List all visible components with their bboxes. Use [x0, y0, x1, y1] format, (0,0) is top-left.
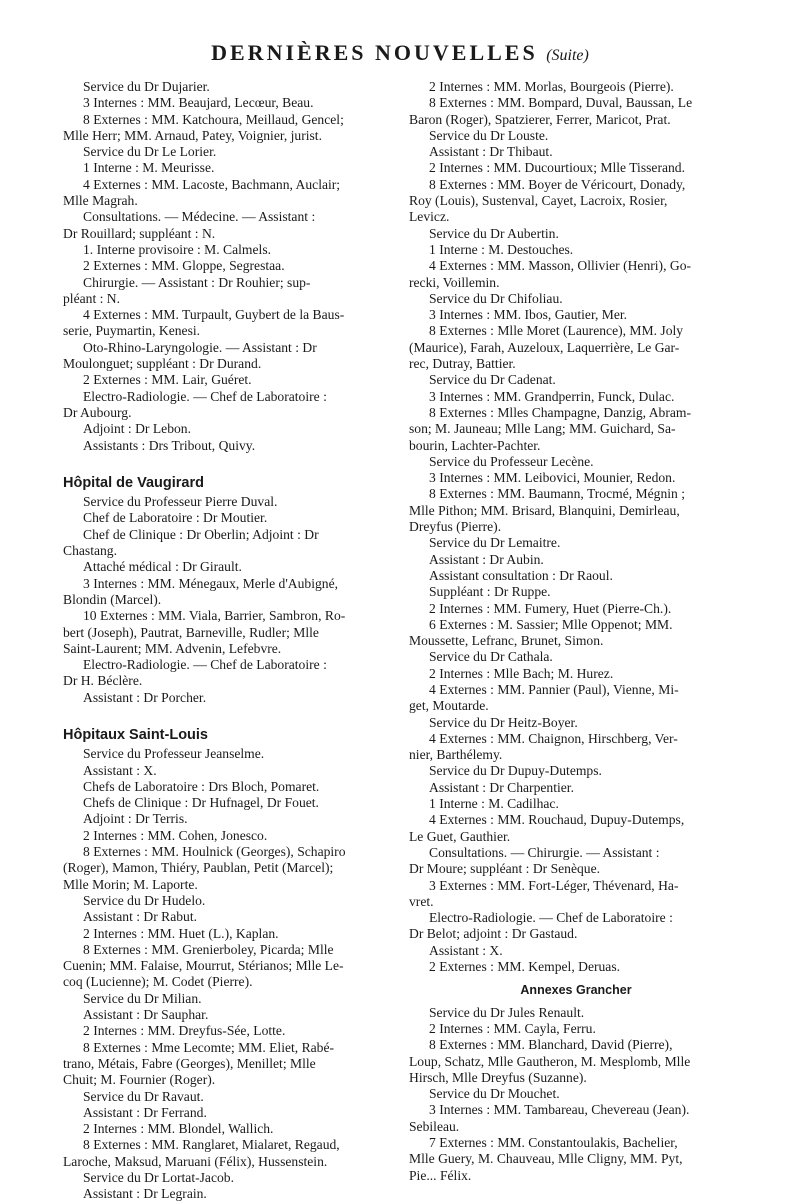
text-line: Service du Dr Lemaitre. [429, 535, 561, 551]
text-line: 8 Externes : MM. Baumann, Trocmé, Mégnin ; [429, 486, 685, 502]
text-line: Service du Dr Dujarier. [83, 79, 210, 94]
text-line: Moulonguet; suppléant : Dr Durand. [63, 356, 262, 372]
text-line: Dr Aubourg. [63, 404, 132, 420]
text-line: Service du Dr Cathala. [429, 649, 553, 665]
text-line: Consultations. — Chirurgie. — Assistant : [429, 844, 660, 860]
text-line: Chefs de Laboratoire : Drs Bloch, Pomaret. [83, 778, 320, 794]
text-line: 3 Internes : MM. Ménegaux, Merle d'Aubigné, [83, 575, 339, 591]
text-line: Service du Dr Louste. [429, 127, 549, 143]
text-line: Consultations. — Médecine. — Assistant : [83, 209, 316, 225]
text-line: 8 Externes : MM. Blanchard, David (Pierre), [429, 1037, 673, 1053]
text-line: Levicz. [409, 209, 450, 225]
text-line: Chef de Laboratoire : Dr Moutier. [83, 510, 268, 526]
text-line: Mlle Pithon; MM. Brisard, Blanquini, Demirleau, [409, 502, 680, 518]
text-line: Service du Dr Dupuy-Dutemps. [429, 763, 602, 779]
text-line: serie, Puymartin, Kenesi. [63, 323, 201, 339]
text-line: 4 Externes : MM. Pannier (Paul), Vienne, Mi- [429, 681, 679, 697]
text-line: Adjoint : Dr Terris. [83, 811, 188, 827]
text-line: Dr H. Béclère. [63, 673, 143, 689]
page-title: DERNIÈRES NOUVELLES [211, 40, 538, 65]
text-line: Assistant : Dr Rabut. [83, 909, 198, 925]
text-line: Mlle Morin; M. Laporte. [63, 876, 198, 892]
text-line: Assistant consultation : Dr Raoul. [429, 567, 613, 583]
text-line: vret. [409, 893, 434, 909]
text-line: Dr Belot; adjoint : Dr Gastaud. [409, 926, 578, 942]
text-line: Service du Dr Cadenat. [429, 372, 556, 388]
text-line: 4 Externes : MM. Masson, Ollivier (Henri), Go- [429, 258, 692, 274]
text-line: Assistant : X. [83, 762, 157, 778]
text-line: Electro-Radiologie. — Chef de Laboratoire : [83, 657, 327, 673]
text-line: Oto-Rhino-Laryngologie. — Assistant : Dr [83, 339, 317, 355]
text-line: Assistant : Dr Aubin. [429, 551, 544, 567]
text-line: son; M. Jauneau; Mlle Lang; MM. Guichard, Sa- [409, 421, 676, 437]
text-line: 2 Internes : MM. Morlas, Bourgeois (Pierre). [429, 79, 674, 94]
section-heading: Annexes Grancher [520, 983, 632, 998]
text-line: recki, Voillemin. [409, 274, 500, 290]
text-line: Mlle Guery, M. Chauveau, Mlle Cligny, MM. Pyt, [409, 1151, 683, 1167]
text-line: Adjoint : Dr Lebon. [83, 421, 191, 437]
text-line: 7 Externes : MM. Constantoulakis, Bachelier, [429, 1135, 678, 1150]
text-line: 1. Interne provisoire : M. Calmels. [83, 241, 272, 257]
text-line: Assistants : Drs Tribout, Quivy. [83, 437, 256, 453]
text-line: Service du Dr Heitz-Boyer. [429, 714, 578, 730]
text-line: Suppléant : Dr Ruppe. [429, 584, 551, 600]
text-line: 4 Externes : MM. Turpault, Guybert de la Baus- [83, 307, 345, 323]
text-line: Service du Dr Chifoliau. [429, 290, 563, 306]
text-line: 8 Externes : Mme Lecomte; MM. Eliet, Rabé- [83, 1039, 335, 1055]
text-line: coq (Lucienne); M. Codet (Pierre). [63, 974, 253, 990]
text-line: bert (Joseph), Pautrat, Barneville, Rudler; Mlle [63, 624, 319, 640]
text-line: 4 Externes : MM. Rouchaud, Dupuy-Dutemps, [429, 812, 685, 828]
text-line: trano, Métais, Fabre (Georges), Menillet; Mlle [63, 1055, 316, 1071]
text-line: Assistant : Dr Porcher. [83, 689, 207, 705]
text-line: Dr Rouillard; suppléant : N. [63, 225, 216, 241]
text-line: Assistant : Dr Thibaut. [429, 144, 553, 160]
text-line: 8 Externes : MM. Boyer de Véricourt, Donady, [429, 176, 686, 192]
text-line: Saint-Laurent; MM. Advenin, Lefebvre. [63, 640, 282, 656]
text-line: 2 Externes : MM. Gloppe, Segrestaa. [83, 258, 285, 274]
text-line: Roy (Louis), Sustenval, Cayet, Lacroix, Rosier, [409, 193, 668, 209]
text-line: Baron (Roger), Spatzierer, Ferrer, Maricot, Prat. [409, 111, 671, 127]
text-line: Dreyfus (Pierre). [409, 519, 502, 535]
text-line: 2 Internes : Mlle Bach; M. Hurez. [429, 665, 614, 681]
text-line: Service du Dr Le Lorier. [83, 144, 217, 160]
text-line: Mlle Herr; MM. Arnaud, Patey, Voignier, jurist. [63, 127, 322, 143]
text-line: Blondin (Marcel). [63, 591, 162, 607]
text-line: nier, Barthélemy. [409, 747, 503, 763]
text-line: Service du Dr Mouchet. [429, 1086, 560, 1102]
text-line: 1 Interne : M. Destouches. [429, 241, 574, 257]
text-line: 3 Internes : MM. Tambareau, Chevereau (Jean). [429, 1102, 690, 1118]
section-heading: Hôpital de Vaugirard [63, 474, 204, 491]
text-line: Service du Dr Ravaut. [83, 1088, 204, 1104]
text-line: Service du Dr Aubertin. [429, 225, 559, 241]
text-line: 10 Externes : MM. Viala, Barrier, Sambron, Ro- [83, 608, 346, 624]
text-line: Service du Professeur Lecène. [429, 453, 594, 469]
text-line: 8 Externes : MM. Bompard, Duval, Baussan, Le [429, 95, 693, 111]
right-column [409, 79, 743, 1184]
text-line: Le Guet, Gauthier. [409, 828, 511, 844]
text-line: 2 Internes : MM. Blondel, Wallich. [83, 1121, 274, 1137]
text-line: Assistant : X. [429, 942, 503, 958]
text-line: Electro-Radiologie. — Chef de Laboratoire : [83, 388, 327, 404]
text-line: Attaché médical : Dr Girault. [83, 559, 242, 575]
text-line: 2 Internes : MM. Cayla, Ferru. [429, 1020, 596, 1036]
text-line: Service du Dr Lortat-Jacob. [83, 1170, 234, 1185]
text-line: Hirsch, Mlle Dreyfus (Suzanne). [409, 1069, 587, 1085]
left-column [63, 79, 389, 1203]
text-line: Chef de Clinique : Dr Oberlin; Adjoint : Dr [83, 526, 319, 542]
text-line: 3 Internes : MM. Grandperrin, Funck, Dulac. [429, 388, 675, 404]
text-line: Pie... Félix. [409, 1167, 472, 1183]
text-line: Sebileau. [409, 1118, 460, 1134]
text-line: Laroche, Maksud, Maruani (Félix), Hussenstein. [63, 1153, 328, 1169]
text-line: get, Moutarde. [409, 698, 489, 714]
text-line: 1 Interne : M. Meurisse. [83, 160, 215, 176]
text-line: Moussette, Lefranc, Brunet, Simon. [409, 633, 604, 649]
text-line: bourin, Lachter-Pachter. [409, 437, 541, 453]
text-line: 3 Externes : MM. Fort-Léger, Thévenard, Ha- [429, 877, 679, 893]
text-line: Assistant : Dr Charpentier. [429, 779, 574, 795]
text-line: 8 Externes : MM. Ranglaret, Mialaret, Regaud, [83, 1137, 340, 1153]
text-line: Assistant : Dr Sauphar. [83, 1007, 209, 1023]
text-line: Assistant : Dr Ferrand. [83, 1104, 207, 1120]
text-line: Chirurgie. — Assistant : Dr Rouhier; sup- [83, 274, 311, 290]
text-line: Service du Dr Jules Renault. [429, 1004, 585, 1020]
text-line: 8 Externes : MM. Grenierboley, Picarda; Mlle [83, 941, 334, 957]
text-line: 8 Externes : Mlles Champagne, Danzig, Abram- [429, 404, 691, 420]
text-line: Cuenin; MM. Falaise, Mourrut, Stérianos; Mlle Le- [63, 958, 344, 974]
text-line: Chastang. [63, 543, 117, 559]
text-line: 3 Internes : MM. Beaujard, Lecœur, Beau. [83, 95, 314, 111]
text-line: 2 Externes : MM. Kempel, Deruas. [429, 959, 621, 975]
text-line: Mlle Magrah. [63, 193, 138, 209]
text-line: 2 Externes : MM. Lair, Guéret. [83, 372, 252, 388]
text-line: Assistant : Dr Legrain. [83, 1186, 207, 1202]
text-line: Service du Dr Milian. [83, 990, 202, 1006]
text-line: 1 Interne : M. Cadilhac. [429, 796, 559, 812]
text-line: Service du Professeur Jeanselme. [83, 746, 265, 762]
page-header [0, 40, 800, 66]
text-line: 2 Internes : MM. Huet (L.), Kaplan. [83, 925, 279, 941]
text-line: Service du Dr Hudelo. [83, 892, 206, 908]
text-line: Dr Moure; suppléant : Dr Senèque. [409, 861, 601, 877]
text-line: 3 Internes : MM. Leibovici, Mounier, Redon. [429, 470, 676, 486]
text-line: Service du Professeur Pierre Duval. [83, 494, 278, 510]
text-line: rec, Dutray, Battier. [409, 356, 516, 372]
page-title-suite: (Suite) [546, 47, 589, 64]
text-line: 2 Internes : MM. Ducourtioux; Mlle Tisserand. [429, 160, 686, 176]
text-line: Chuit; M. Fournier (Roger). [63, 1072, 216, 1088]
text-line: 8 Externes : MM. Katchoura, Meillaud, Gencel; [83, 111, 344, 127]
text-line: Chefs de Clinique : Dr Hufnagel, Dr Fouet. [83, 795, 319, 811]
text-line: 8 Externes : MM. Houlnick (Georges), Schapiro [83, 844, 346, 860]
text-line: 2 Internes : MM. Dreyfus-Sée, Lotte. [83, 1023, 286, 1039]
text-line: 2 Internes : MM. Cohen, Jonesco. [83, 827, 268, 843]
text-line: Electro-Radiologie. — Chef de Laboratoire : [429, 910, 673, 926]
text-line: (Maurice), Farah, Auzeloux, Laquerrière, Le Gar- [409, 339, 680, 355]
text-line: Loup, Schatz, Mlle Gautheron, M. Mesplomb, Mlle [409, 1053, 691, 1069]
text-line: 4 Externes : MM. Lacoste, Bachmann, Auclair; [83, 176, 341, 192]
text-line: 4 Externes : MM. Chaignon, Hirschberg, Ver- [429, 730, 678, 746]
text-line: 6 Externes : M. Sassier; Mlle Oppenot; MM. [429, 616, 673, 632]
text-line: 3 Internes : MM. Ibos, Gautier, Mer. [429, 307, 628, 323]
section-heading: Hôpitaux Saint-Louis [63, 726, 208, 743]
text-line: 2 Internes : MM. Fumery, Huet (Pierre-Ch.). [429, 600, 672, 616]
text-line: (Roger), Mamon, Thiéry, Paublan, Petit (Marcel); [63, 860, 334, 876]
text-line: pléant : N. [63, 290, 121, 306]
text-line: 8 Externes : Mlle Moret (Laurence), MM. Joly [429, 323, 684, 339]
